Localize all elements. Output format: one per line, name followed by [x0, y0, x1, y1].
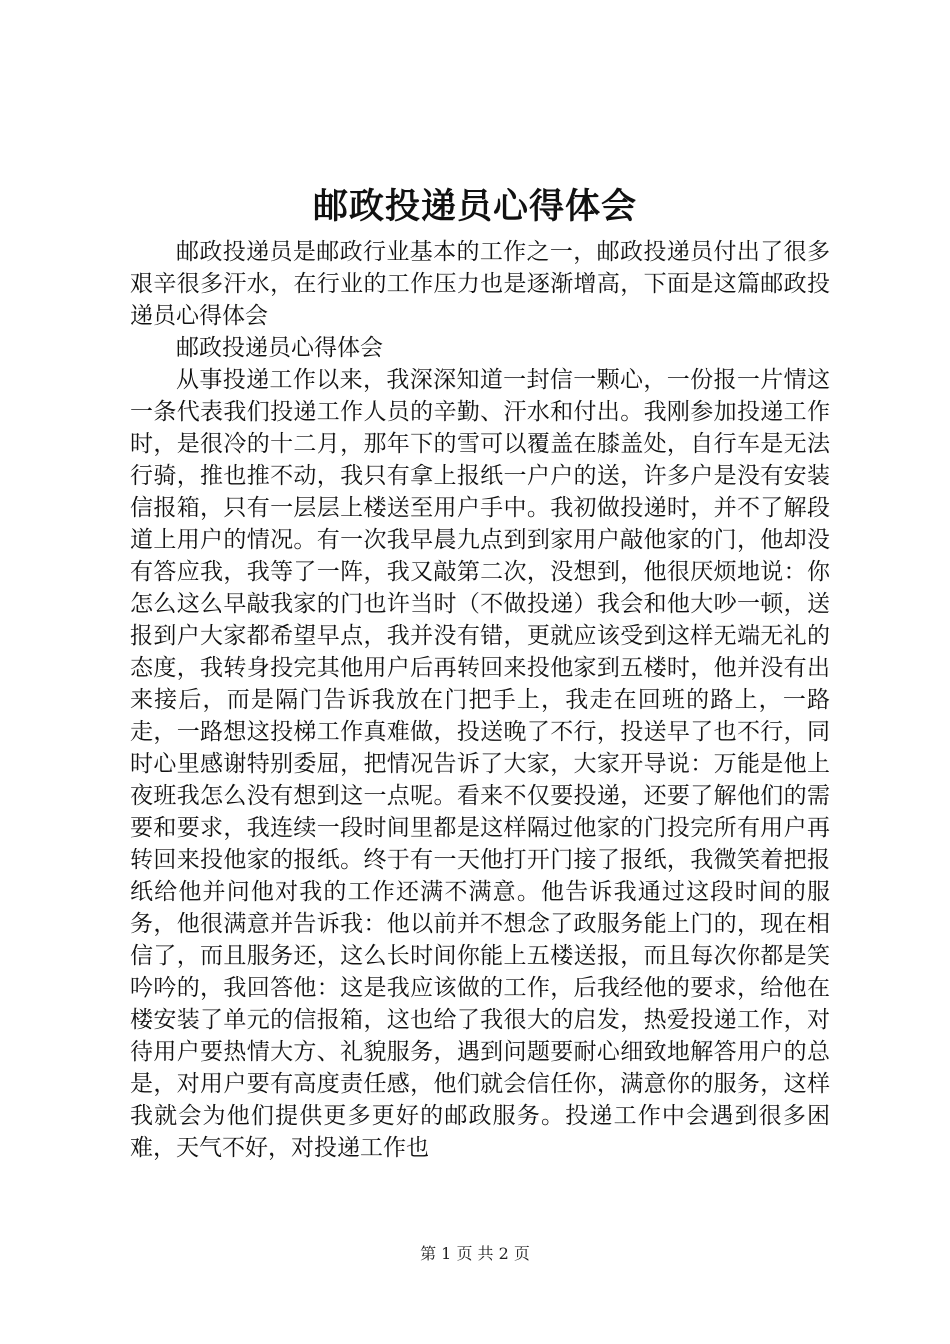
page-number-footer: 第 1 页 共 2 页 — [420, 1244, 530, 1263]
subtitle-paragraph: 邮政投递员心得体会 — [176, 335, 383, 361]
main-paragraph: 从事投递工作以来，我深深知道一封信一颗心，一份报一片情这一条代表我们投递工作人员的辛勤、汗水和付出。我刚参加投递工作时，是很冷的十二月，那年下的雪可以覆盖在膝盖处，自行车是无法行骑，推也推不动，我只有拿上报纸一户户的送，许多户是没有安装信报箱，只有一层层上楼送至用户手中。我初做投递时，并不了解段道上用户的情况。有一次我早晨九点到到家用户敲他家的门，他却没有答应我，我等了一阵，我又敲第二次，没想到，他很厌烦地说：你怎么这么早敲我家的门也许当时（不做投递）我会和他大吵一顿，送报到户大家都希望早点，我并没有错，更就应该受到这样无端无礼的态度，我转身投完其他用户后再转回来投他家到五楼时，他并没有出来接后，而是隔门告诉我放在门把手上，我走在回班的路上，一路走，一路想这投梯工作真难做，投送晚了不行，投送早了也不行，同时心里感谢特别委屈，把情况告诉了大家，大家开导说：万能是他上夜班我怎么没有想到这一点呢。看来不仅要投递，还要了解他们的需要和要求，我连续一段时间里都是这样隔过他家的门投完所有用户再转回来投他家的报纸。终于有一天他打开门接了报纸，我微笑着把报纸给他并问他对我的工作还满不满意。他告诉我通过这段时间的服务，他很满意并告诉我：他以前并不想念了政服务能上门的，现在相信了，而且服务还，这么长时间你能上五楼送报，而且每次你都是笑吟吟的，我回答他：这是我应该做的工作，后我经他的要求，给他在楼安装了单元的信报箱，这也给了我很大的启发，热爱投递工作，对待用户要热情大方、礼貌服务，遇到问题要耐心细致地解答用户的总是，对用户要有高度责任感，他们就会信任你，满意你的服务，这样我就会为他们提供更多更好的邮政服务。投递工作中会遇到很多困难，天气不好，对投递工作也 — [130, 367, 830, 1161]
document-body — [130, 236, 830, 1164]
document-title: 邮政投递员心得体会 — [312, 186, 637, 227]
intro-paragraph: 邮政投递员是邮政行业基本的工作之一，邮政投递员付出了很多艰辛很多汗水，在行业的工作压力也是逐渐增高，下面是这篇邮政投递员心得体会 — [130, 239, 830, 329]
